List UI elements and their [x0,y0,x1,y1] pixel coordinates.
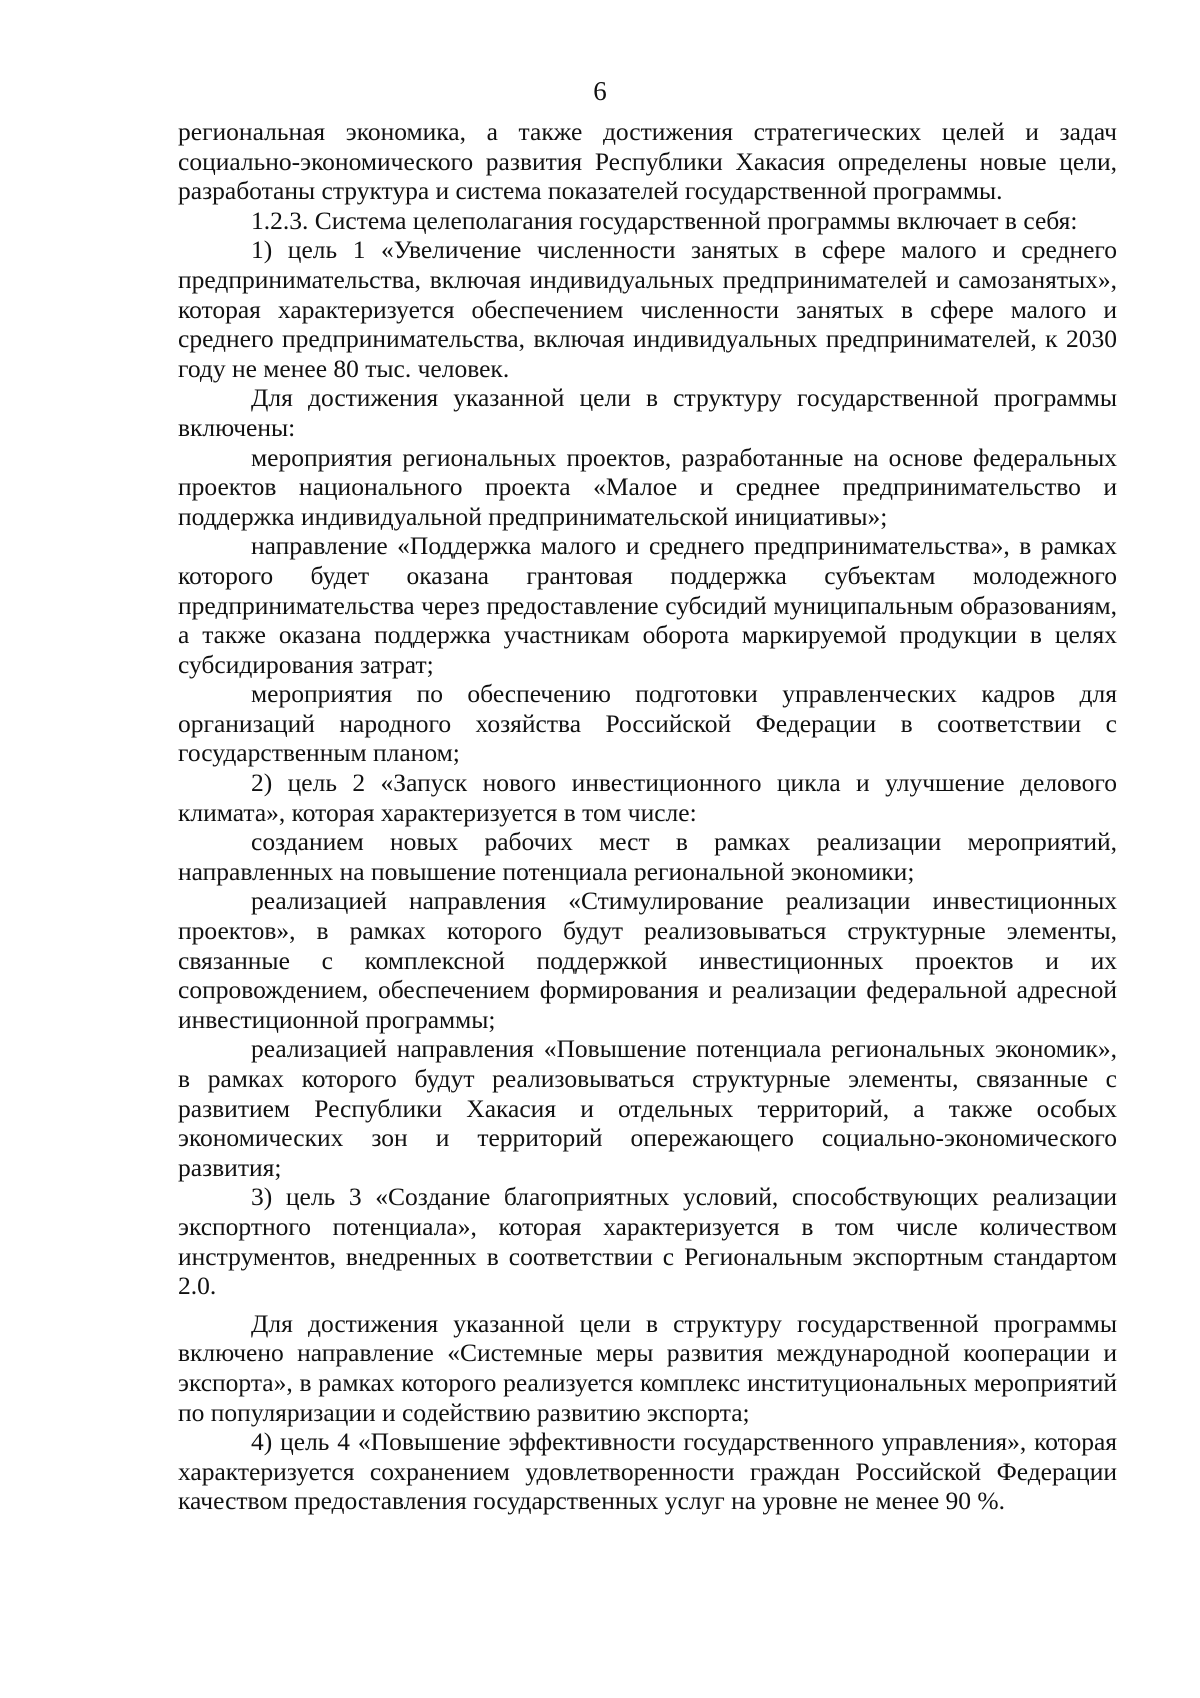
paragraph-section-1-2-3: 1.2.3. Система целеполагания государственной программы включает в себя: [251,205,1078,235]
paragraph-goal-3-structure: Для достижения указанной цели в структуру государственной программы включено направление «Системные меры развития международной кооперации и экспорта», в рамках которого реализуется комплекс институциональных мероприятий по популяризации и содействию развитию экспорта; [178,1308,1117,1427]
paragraph-sme-support: направление «Поддержка малого и среднего предпринимательства», в рамках которого будет оказана грантовая поддержка субъектам молодежного предпринимательства через предоставление субсидий муниципальным образованиям, а также оказана поддержка участникам оборота маркируемой продукции в целях субсидирования затрат; [178,531,1117,679]
paragraph-goal-3: 3) цель 3 «Создание благоприятных условий, способствующих реализации экспортного потенциала», которая характеризуется в том числе количеством инструментов, внедренных в соответствии с Региональным экспортным стандартом 2.0. [178,1182,1117,1301]
paragraph-goal-4: 4) цель 4 «Повышение эффективности государственного управления», которая характеризуется сохранением удовлетворенности граждан Российской Федерации качеством предоставления государственных услуг на уровне не менее 90 %. [178,1427,1117,1516]
paragraph-regional-economies: реализацией направления «Повышение потенциала региональных экономик», в рамках которого будут реализовываться структурные элементы, связанные с развитием Республики Хакасия и отдельных территорий, а также особых экономических зон и территорий опережающего социально-экономического развития; [178,1034,1117,1182]
paragraph-intro-continuation: региональная экономика, а также достижения стратегических целей и задач социально-экономического развития Республики Хакасия определены новые цели, разработаны структура и система показателей государственной программы. [178,117,1117,206]
paragraph-regional-projects: мероприятия региональных проектов, разработанные на основе федеральных проектов национального проекта «Малое и среднее предпринимательство и поддержка индивидуальной предпринимательской инициативы»; [178,442,1117,531]
paragraph-management-training: мероприятия по обеспечению подготовки управленческих кадров для организаций народного хозяйства Российской Федерации в соответствии с государственным планом; [178,679,1117,768]
paragraph-goal-1: 1) цель 1 «Увеличение численности занятых в сфере малого и среднего предпринимательства, включая индивидуальных предпринимателей и самозанятых», которая характеризуется обеспечением численности занятых в сфере малого и среднего предпринимательства, включая индивидуальных предпринимателей, к 2030 году не менее 80 тыс. человек. [178,235,1117,383]
paragraph-goal-1-structure: Для достижения указанной цели в структуру государственной программы включены: [178,383,1117,442]
document-body [178,117,1117,1516]
paragraph-investment-projects: реализацией направления «Стимулирование реализации инвестиционных проектов», в рамках которого будут реализовываться структурные элементы, связанные с комплексной поддержкой инвестиционных проектов и их сопровождением, обеспечением формирования и реализации федеральной адресной инвестиционной программы; [178,886,1117,1034]
paragraph-new-jobs: созданием новых рабочих мест в рамках реализации мероприятий, направленных на повышение потенциала региональной экономики; [178,827,1117,886]
paragraph-goal-2: 2) цель 2 «Запуск нового инвестиционного цикла и улучшение делового климата», которая характеризуется в том числе: [178,768,1117,827]
page-number: 6 [593,76,607,106]
